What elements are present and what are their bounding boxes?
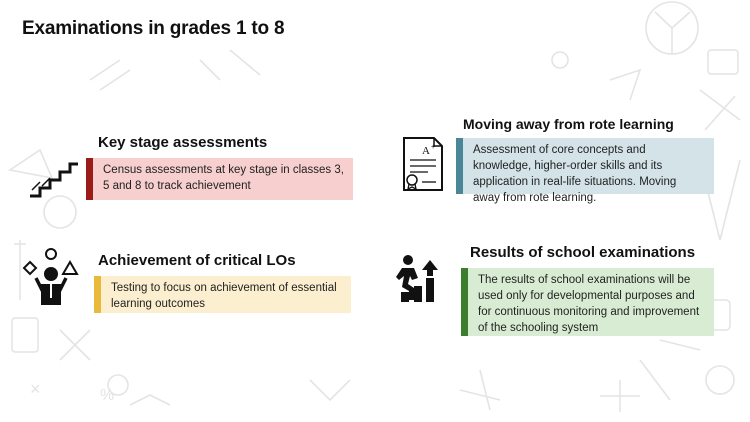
heading-critical-los: Achievement of critical LOs xyxy=(98,252,296,269)
juggling-person-icon xyxy=(22,248,80,306)
growth-steps-icon xyxy=(392,254,442,304)
key-stage-box xyxy=(86,158,353,200)
results-box xyxy=(461,268,714,336)
key-stage-text: Census assessments at key stage in classes 3, 5 and 8 to track achievement xyxy=(103,164,344,192)
rote-learning-box xyxy=(456,138,714,204)
heading-results: Results of school examinations xyxy=(470,244,696,261)
rote-learning-text: Assessment of core concepts and knowledge, higher-order skills and its application in real-life situations. Moving away from rote learning. xyxy=(473,144,677,204)
results-text: The results of school examinations will be used only for developmental purposes and for continuous monitoring and improvement of the schooling system xyxy=(478,274,700,334)
critical-los-text: Testing to focus on achievement of essential learning outcomes xyxy=(111,282,337,310)
heading-rote-learning: Moving away from rote learning xyxy=(463,116,674,132)
svg-text:A: A xyxy=(422,145,430,157)
svg-text:%: % xyxy=(100,387,115,404)
stairs-icon xyxy=(28,156,80,200)
critical-los-box xyxy=(94,276,351,313)
certificate-icon xyxy=(400,136,444,192)
svg-text:×: × xyxy=(30,379,41,399)
page-title: Examinations in grades 1 to 8 xyxy=(22,18,285,39)
svg-text:+: + xyxy=(431,144,436,151)
heading-key-stage: Key stage assessments xyxy=(98,134,268,151)
